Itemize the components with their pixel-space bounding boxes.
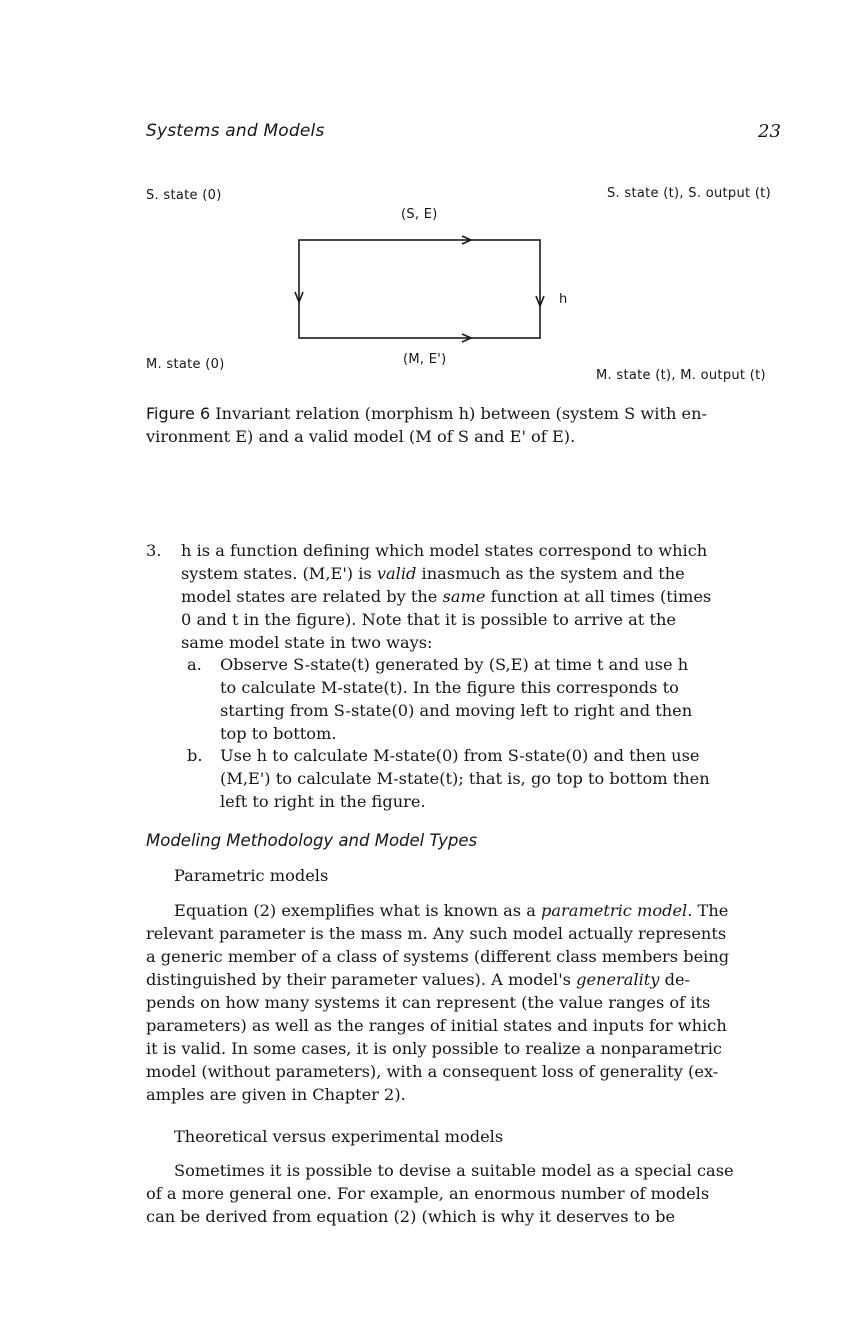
p1-line: relevant parameter is the mass m. Any such model actually represents bbox=[146, 924, 727, 943]
p1-line: parameters) as well as the ranges of initial states and inputs for which bbox=[146, 1016, 727, 1035]
list-item-3 bbox=[146, 539, 796, 654]
paragraph-parametric bbox=[146, 899, 796, 1106]
a-line: to calculate M-state(t). In the figure this corresponds to bbox=[220, 678, 679, 697]
p1-line: Equation (2) exemplifies what is known as a parametric model. The bbox=[174, 901, 729, 920]
caption-label: Figure 6 bbox=[146, 404, 211, 423]
p2-line: of a more general one. For example, an enormous number of models bbox=[146, 1184, 710, 1203]
label-m-state-0: M. state (0) bbox=[146, 357, 225, 372]
caption-line-1: Invariant relation (morphism h) between (system S with en- bbox=[215, 404, 707, 423]
b-line: left to right in the figure. bbox=[220, 792, 426, 811]
b-line: Use h to calculate M-state(0) from S-state(0) and then use bbox=[220, 746, 700, 765]
label-h: h bbox=[559, 292, 568, 307]
caption-line-2: vironment E) and a valid model (M of S and E' of E). bbox=[146, 427, 576, 446]
item3-line-5: same model state in two ways: bbox=[181, 633, 433, 652]
list-subitem-a bbox=[187, 653, 797, 745]
subheading-theoretical: Theoretical versus experimental models bbox=[174, 1127, 504, 1146]
p1-line: it is valid. In some cases, it is only possible to realize a nonparametric bbox=[146, 1039, 722, 1058]
label-bottom-edge: (M, E') bbox=[403, 352, 447, 367]
subitem-a-label: a. bbox=[187, 655, 202, 674]
item3-line-4: 0 and t in the figure). Note that it is possible to arrive at the bbox=[181, 610, 676, 629]
p1-line: model (without parameters), with a consequent loss of generality (ex- bbox=[146, 1062, 719, 1081]
list-subitem-b bbox=[187, 744, 797, 813]
b-line: (M,E') to calculate M-state(t); that is, go top to bottom then bbox=[220, 769, 710, 788]
diagram-frame bbox=[299, 240, 540, 338]
label-top-edge: (S, E) bbox=[401, 207, 438, 222]
morphism-diagram bbox=[290, 232, 550, 347]
item3-line-3: model states are related by the same function at all times (times bbox=[181, 587, 712, 606]
label-m-state-t: M. state (t), M. output (t) bbox=[596, 368, 766, 383]
item-number: 3. bbox=[146, 541, 162, 560]
item3-line-2: system states. (M,E') is valid inasmuch as the system and the bbox=[181, 564, 685, 583]
page-number: 23 bbox=[758, 121, 781, 142]
paragraph-theoretical bbox=[146, 1159, 796, 1228]
item3-line-1: h is a function defining which model states correspond to which bbox=[181, 541, 708, 560]
a-line: Observe S-state(t) generated by (S,E) at time t and use h bbox=[220, 655, 689, 674]
p1-line: amples are given in Chapter 2). bbox=[146, 1085, 406, 1104]
p2-line: Sometimes it is possible to devise a suitable model as a special case bbox=[174, 1161, 734, 1180]
a-line: top to bottom. bbox=[220, 724, 337, 743]
subitem-b-label: b. bbox=[187, 746, 203, 765]
label-s-state-t: S. state (t), S. output (t) bbox=[607, 186, 771, 201]
p1-line: a generic member of a class of systems (different class members being bbox=[146, 947, 730, 966]
p1-line: pends on how many systems it can represent (the value ranges of its bbox=[146, 993, 711, 1012]
subheading-parametric: Parametric models bbox=[174, 866, 329, 885]
running-title: Systems and Models bbox=[146, 121, 325, 141]
label-s-state-0: S. state (0) bbox=[146, 188, 222, 203]
p2-line: can be derived from equation (2) (which is why it deserves to be bbox=[146, 1207, 676, 1226]
section-heading: Modeling Methodology and Model Types bbox=[146, 831, 478, 850]
p1-line: distinguished by their parameter values). A model's generality de- bbox=[146, 970, 691, 989]
a-line: starting from S-state(0) and moving left to right and then bbox=[220, 701, 693, 720]
figure-caption bbox=[146, 402, 786, 448]
